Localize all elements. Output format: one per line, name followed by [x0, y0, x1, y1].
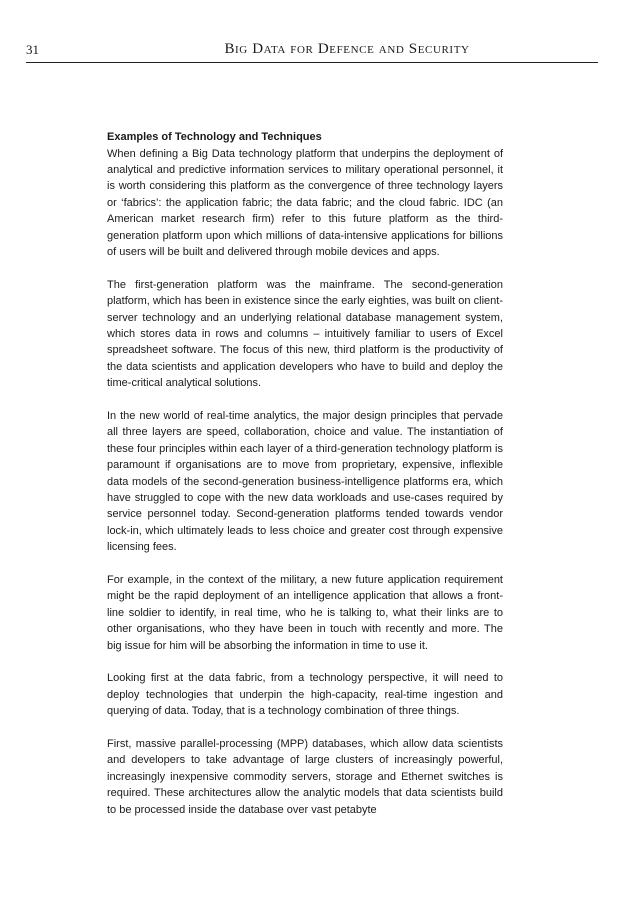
running-title: Big Data for Defence and Security: [224, 41, 470, 57]
section-heading: Examples of Technology and Techniques: [107, 131, 322, 143]
paragraph: When defining a Big Data technology platform that underpins the deployment of analytical and predictive information services to military operational personnel, it is worth considering this platform as the convergence of three technology layers or ‘fabrics’: the application fabric; the data fabric; and the cloud fabric. IDC (an American market research firm) refer to this future platform as the third-generation platform upon which millions of data-intensive applications for billions of users will be built and delivered through mobile devices and apps.: [107, 147, 503, 258]
paragraph: Looking first at the data fabric, from a technology perspective, it will need to deploy technologies that underpin the high-capacity, real-time ingestion and querying of data. Today, that is a technology combination of three things.: [107, 672, 503, 718]
page-number: 31: [26, 42, 39, 57]
paragraph: First, massive parallel-processing (MPP) databases, which allow data scientists and developers to take advantage of large clusters of increasingly powerful, increasingly inexpensive commodity servers, storage and Ethernet switches is required. These architectures allow the analytic models that data scientists build to be processed inside the database over vast petabyte: [107, 738, 503, 816]
paragraph: For example, in the context of the military, a new future application requirement might be the rapid deployment of an intelligence application that allows a front-line soldier to identify, in real time, who he is talking to, what their links are to other organisations, who they have been in touch with recently and more. The big issue for him will be absorbing the information in time to use it.: [107, 574, 503, 652]
paragraph: In the new world of real-time analytics, the major design principles that pervade all three layers are speed, collaboration, choice and value. The instantiation of these four principles within each layer of a third-generation technology platform is paramount if organisations are to move from proprietary, expensive, inflexible data models of the second-generation business-intelligence platforms era, which have struggled to cope with the new data workloads and use-cases required by service personnel today. Second-generation platforms tended towards vendor lock-in, which ultimately leads to less choice and greater cost through expensive licensing fees.: [107, 409, 503, 554]
paragraph: The first-generation platform was the mainframe. The second-generation platform, which has been in existence since the early eighties, was built on client-server technology and an underlying relational database management system, which stores data in rows and columns – intuitively familiar to users of Excel spreadsheet software. The focus of this new, third platform is the productivity of the data scientists and application developers who have to build and deploy the time-critical analytical solutions.: [107, 278, 503, 390]
page-header: [26, 40, 598, 63]
body-text: [107, 129, 503, 834]
